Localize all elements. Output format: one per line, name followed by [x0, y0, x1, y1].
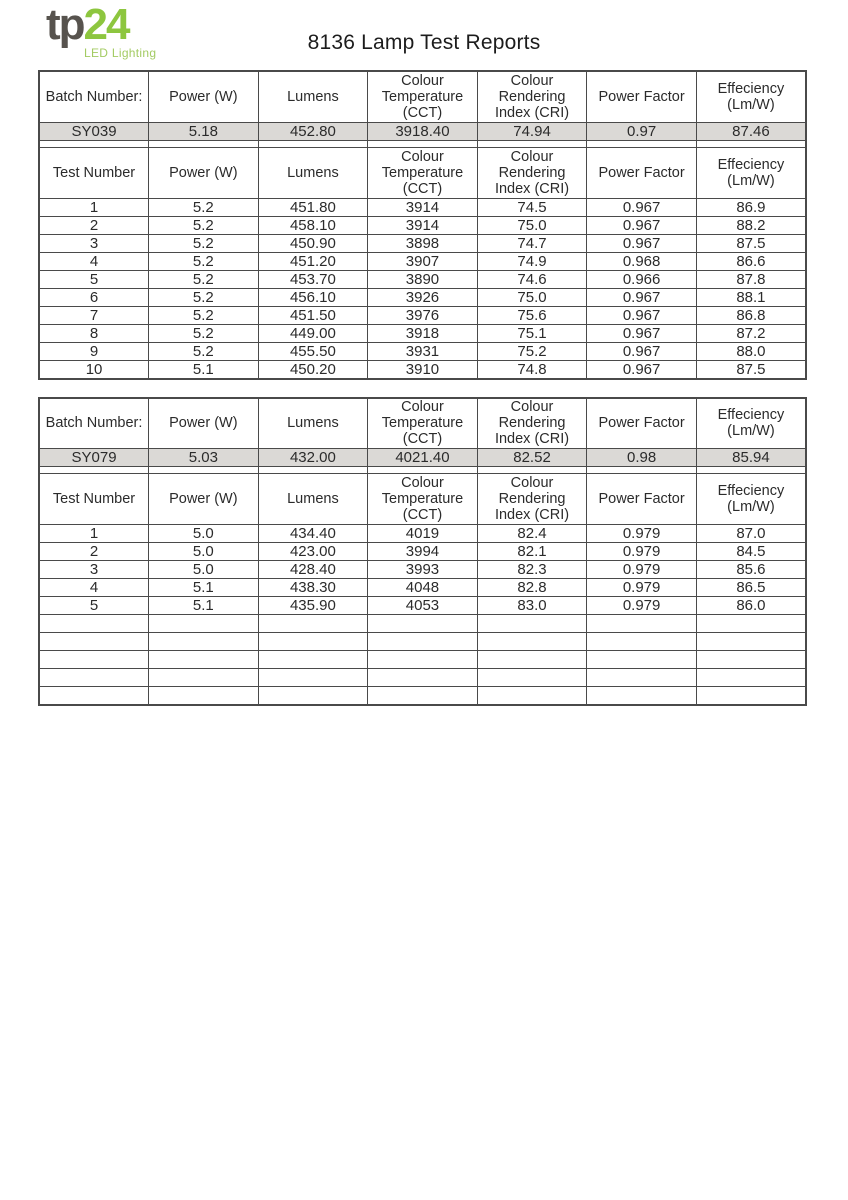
test-value-cell: 0.967 — [587, 198, 697, 216]
test-value-cell: 87.2 — [696, 324, 806, 342]
test-value-cell: 86.9 — [696, 198, 806, 216]
test-value-cell: 10 — [39, 360, 149, 379]
table-row — [39, 561, 806, 579]
test-value-cell: 8 — [39, 324, 149, 342]
spacer-cell — [587, 467, 697, 474]
batch-value-cell: SY079 — [39, 449, 149, 467]
empty-cell — [696, 669, 806, 687]
test-value-cell: 83.0 — [477, 597, 587, 615]
test-value-cell: 75.2 — [477, 342, 587, 360]
test-header-cell: Power Factor — [587, 147, 697, 198]
spacer-cell — [149, 140, 259, 147]
empty-cell — [258, 633, 368, 651]
test-value-cell: 5.2 — [149, 324, 259, 342]
batch-value-cell: 82.52 — [477, 449, 587, 467]
test-value-cell: 1 — [39, 525, 149, 543]
empty-cell — [368, 669, 478, 687]
test-value-cell: 74.7 — [477, 234, 587, 252]
test-header-cell: Colour Rendering Index (CRI) — [477, 474, 587, 525]
empty-cell — [149, 669, 259, 687]
test-value-cell: 86.8 — [696, 306, 806, 324]
empty-cell — [477, 615, 587, 633]
empty-row — [39, 669, 806, 687]
empty-cell — [39, 669, 149, 687]
test-value-cell: 82.1 — [477, 543, 587, 561]
report-tables — [0, 70, 848, 706]
test-header-cell: Effeciency (Lm/W) — [696, 147, 806, 198]
test-value-cell: 3 — [39, 561, 149, 579]
test-value-cell: 0.966 — [587, 270, 697, 288]
test-value-cell: 0.968 — [587, 252, 697, 270]
batch-value-cell: 5.18 — [149, 122, 259, 140]
test-value-cell: 3910 — [368, 360, 478, 379]
test-value-cell: 435.90 — [258, 597, 368, 615]
test-value-cell: 5.2 — [149, 306, 259, 324]
test-value-cell: 85.6 — [696, 561, 806, 579]
test-value-cell: 75.1 — [477, 324, 587, 342]
test-value-cell: 0.967 — [587, 216, 697, 234]
page-title: 8136 Lamp Test Reports — [307, 31, 541, 54]
table-row — [39, 342, 806, 360]
spacer-cell — [258, 140, 368, 147]
batch-header-cell: Power (W) — [149, 398, 259, 449]
spacer-cell — [368, 140, 478, 147]
test-value-cell: 4 — [39, 252, 149, 270]
batch-header-cell: Colour Temperature (CCT) — [368, 398, 478, 449]
test-header-row — [39, 474, 806, 525]
empty-cell — [149, 633, 259, 651]
batch-header-row — [39, 71, 806, 122]
empty-row — [39, 633, 806, 651]
test-header-row — [39, 147, 806, 198]
table-row — [39, 360, 806, 379]
table-row — [39, 198, 806, 216]
empty-row — [39, 651, 806, 669]
batch-header-cell: Effeciency (Lm/W) — [696, 71, 806, 122]
test-value-cell: 87.5 — [696, 360, 806, 379]
test-value-cell: 2 — [39, 543, 149, 561]
test-value-cell: 74.9 — [477, 252, 587, 270]
spacer-cell — [696, 467, 806, 474]
test-value-cell: 3918 — [368, 324, 478, 342]
empty-row — [39, 687, 806, 705]
empty-cell — [696, 687, 806, 705]
test-value-cell: 3914 — [368, 216, 478, 234]
table-row — [39, 252, 806, 270]
batch-value-cell: 5.03 — [149, 449, 259, 467]
empty-cell — [477, 633, 587, 651]
table-row — [39, 597, 806, 615]
test-value-cell: 5.2 — [149, 252, 259, 270]
test-value-cell: 74.8 — [477, 360, 587, 379]
test-value-cell: 86.5 — [696, 579, 806, 597]
test-value-cell: 453.70 — [258, 270, 368, 288]
empty-cell — [39, 687, 149, 705]
test-value-cell: 87.0 — [696, 525, 806, 543]
test-value-cell: 450.20 — [258, 360, 368, 379]
test-value-cell: 0.967 — [587, 234, 697, 252]
test-value-cell: 5.0 — [149, 525, 259, 543]
test-header-cell: Test Number — [39, 474, 149, 525]
spacer-cell — [477, 467, 587, 474]
spacer-cell — [149, 467, 259, 474]
empty-cell — [368, 651, 478, 669]
test-value-cell: 449.00 — [258, 324, 368, 342]
test-value-cell: 88.1 — [696, 288, 806, 306]
test-value-cell: 2 — [39, 216, 149, 234]
test-value-cell: 0.967 — [587, 360, 697, 379]
test-value-cell: 3890 — [368, 270, 478, 288]
test-value-cell: 3914 — [368, 198, 478, 216]
test-value-cell: 5.2 — [149, 342, 259, 360]
test-value-cell: 451.20 — [258, 252, 368, 270]
test-value-cell: 4048 — [368, 579, 478, 597]
spacer-cell — [368, 467, 478, 474]
table-row — [39, 525, 806, 543]
test-value-cell: 451.80 — [258, 198, 368, 216]
test-value-cell: 0.967 — [587, 324, 697, 342]
empty-cell — [39, 615, 149, 633]
test-value-cell: 82.8 — [477, 579, 587, 597]
spacer-cell — [39, 467, 149, 474]
batch-value-cell: 3918.40 — [368, 122, 478, 140]
table-row — [39, 579, 806, 597]
batch-value-cell: 74.94 — [477, 122, 587, 140]
logo-24-part: 24 — [83, 0, 129, 49]
spacer-row — [39, 467, 806, 474]
table-row — [39, 270, 806, 288]
test-value-cell: 87.8 — [696, 270, 806, 288]
test-header-cell: Colour Temperature (CCT) — [368, 474, 478, 525]
empty-cell — [696, 615, 806, 633]
empty-cell — [39, 651, 149, 669]
empty-cell — [258, 669, 368, 687]
spacer-cell — [696, 140, 806, 147]
empty-cell — [477, 687, 587, 705]
batch-value-cell: 432.00 — [258, 449, 368, 467]
batch-values-row — [39, 449, 806, 467]
test-value-cell: 423.00 — [258, 543, 368, 561]
test-value-cell: 455.50 — [258, 342, 368, 360]
test-value-cell: 86.0 — [696, 597, 806, 615]
empty-row — [39, 615, 806, 633]
test-value-cell: 5.2 — [149, 288, 259, 306]
batch-table-sy079 — [38, 397, 807, 706]
test-value-cell: 88.0 — [696, 342, 806, 360]
test-value-cell: 3907 — [368, 252, 478, 270]
test-value-cell: 75.0 — [477, 288, 587, 306]
empty-cell — [696, 651, 806, 669]
batch-header-cell: Batch Number: — [39, 398, 149, 449]
batch-header-cell: Lumens — [258, 71, 368, 122]
test-value-cell: 5.2 — [149, 270, 259, 288]
batch-value-cell: 0.98 — [587, 449, 697, 467]
test-value-cell: 74.6 — [477, 270, 587, 288]
empty-cell — [258, 615, 368, 633]
batch-header-cell: Power (W) — [149, 71, 259, 122]
batch-value-cell: 4021.40 — [368, 449, 478, 467]
table-row — [39, 543, 806, 561]
empty-cell — [149, 615, 259, 633]
empty-cell — [587, 651, 697, 669]
spacer-cell — [39, 140, 149, 147]
batch-table-sy039 — [38, 70, 807, 380]
batch-value-cell: 452.80 — [258, 122, 368, 140]
test-header-cell: Lumens — [258, 474, 368, 525]
spacer-cell — [587, 140, 697, 147]
batch-values-row — [39, 122, 806, 140]
empty-cell — [149, 651, 259, 669]
test-value-cell: 3898 — [368, 234, 478, 252]
test-value-cell: 0.967 — [587, 342, 697, 360]
test-value-cell: 88.2 — [696, 216, 806, 234]
empty-cell — [696, 633, 806, 651]
test-value-cell: 6 — [39, 288, 149, 306]
batch-header-cell: Effeciency (Lm/W) — [696, 398, 806, 449]
test-header-cell: Colour Temperature (CCT) — [368, 147, 478, 198]
test-value-cell: 3994 — [368, 543, 478, 561]
empty-cell — [587, 615, 697, 633]
test-value-cell: 5.2 — [149, 216, 259, 234]
table-row — [39, 288, 806, 306]
table-row — [39, 216, 806, 234]
batch-header-row — [39, 398, 806, 449]
test-header-cell: Power Factor — [587, 474, 697, 525]
spacer-row — [39, 140, 806, 147]
test-header-cell: Effeciency (Lm/W) — [696, 474, 806, 525]
test-value-cell: 3 — [39, 234, 149, 252]
table-row — [39, 324, 806, 342]
test-value-cell: 82.3 — [477, 561, 587, 579]
test-value-cell: 428.40 — [258, 561, 368, 579]
test-value-cell: 1 — [39, 198, 149, 216]
batch-header-cell: Power Factor — [587, 398, 697, 449]
test-value-cell: 3926 — [368, 288, 478, 306]
test-value-cell: 5 — [39, 270, 149, 288]
test-value-cell: 0.979 — [587, 579, 697, 597]
table-row — [39, 306, 806, 324]
test-value-cell: 5 — [39, 597, 149, 615]
empty-cell — [39, 633, 149, 651]
test-header-cell: Lumens — [258, 147, 368, 198]
test-value-cell: 9 — [39, 342, 149, 360]
test-value-cell: 5.2 — [149, 198, 259, 216]
batch-header-cell: Colour Temperature (CCT) — [368, 71, 478, 122]
batch-header-cell: Lumens — [258, 398, 368, 449]
test-value-cell: 434.40 — [258, 525, 368, 543]
batch-value-cell: 85.94 — [696, 449, 806, 467]
test-value-cell: 82.4 — [477, 525, 587, 543]
empty-cell — [587, 669, 697, 687]
batch-value-cell: SY039 — [39, 122, 149, 140]
spacer-cell — [477, 140, 587, 147]
test-value-cell: 5.1 — [149, 360, 259, 379]
empty-cell — [258, 651, 368, 669]
test-value-cell: 4053 — [368, 597, 478, 615]
batch-value-cell: 0.97 — [587, 122, 697, 140]
batch-header-cell: Colour Rendering Index (CRI) — [477, 398, 587, 449]
empty-cell — [477, 651, 587, 669]
test-value-cell: 0.967 — [587, 306, 697, 324]
empty-cell — [587, 633, 697, 651]
test-value-cell: 3976 — [368, 306, 478, 324]
test-value-cell: 0.967 — [587, 288, 697, 306]
test-header-cell: Power (W) — [149, 147, 259, 198]
test-value-cell: 458.10 — [258, 216, 368, 234]
test-value-cell: 0.979 — [587, 525, 697, 543]
test-value-cell: 438.30 — [258, 579, 368, 597]
batch-header-cell: Colour Rendering Index (CRI) — [477, 71, 587, 122]
batch-value-cell: 87.46 — [696, 122, 806, 140]
test-value-cell: 456.10 — [258, 288, 368, 306]
test-value-cell: 86.6 — [696, 252, 806, 270]
test-value-cell: 0.979 — [587, 561, 697, 579]
empty-cell — [258, 687, 368, 705]
spacer-cell — [258, 467, 368, 474]
test-value-cell: 7 — [39, 306, 149, 324]
test-value-cell: 3931 — [368, 342, 478, 360]
test-value-cell: 4019 — [368, 525, 478, 543]
batch-header-cell: Power Factor — [587, 71, 697, 122]
test-value-cell: 5.0 — [149, 543, 259, 561]
test-value-cell: 75.0 — [477, 216, 587, 234]
empty-cell — [587, 687, 697, 705]
test-header-cell: Colour Rendering Index (CRI) — [477, 147, 587, 198]
test-value-cell: 87.5 — [696, 234, 806, 252]
empty-cell — [368, 687, 478, 705]
test-value-cell: 4 — [39, 579, 149, 597]
test-value-cell: 84.5 — [696, 543, 806, 561]
logo-tagline: LED Lighting — [84, 45, 157, 60]
test-value-cell: 5.1 — [149, 597, 259, 615]
empty-cell — [368, 615, 478, 633]
test-value-cell: 74.5 — [477, 198, 587, 216]
test-value-cell: 5.2 — [149, 234, 259, 252]
empty-cell — [149, 687, 259, 705]
empty-cell — [477, 669, 587, 687]
test-header-cell: Test Number — [39, 147, 149, 198]
test-value-cell: 451.50 — [258, 306, 368, 324]
test-header-cell: Power (W) — [149, 474, 259, 525]
test-value-cell: 5.1 — [149, 579, 259, 597]
test-value-cell: 450.90 — [258, 234, 368, 252]
logo-tp-part: tp — [46, 0, 84, 49]
page-header — [0, 0, 848, 70]
test-value-cell: 75.6 — [477, 306, 587, 324]
test-value-cell: 5.0 — [149, 561, 259, 579]
batch-header-cell: Batch Number: — [39, 71, 149, 122]
test-value-cell: 0.979 — [587, 597, 697, 615]
empty-cell — [368, 633, 478, 651]
table-row — [39, 234, 806, 252]
test-value-cell: 0.979 — [587, 543, 697, 561]
test-value-cell: 3993 — [368, 561, 478, 579]
